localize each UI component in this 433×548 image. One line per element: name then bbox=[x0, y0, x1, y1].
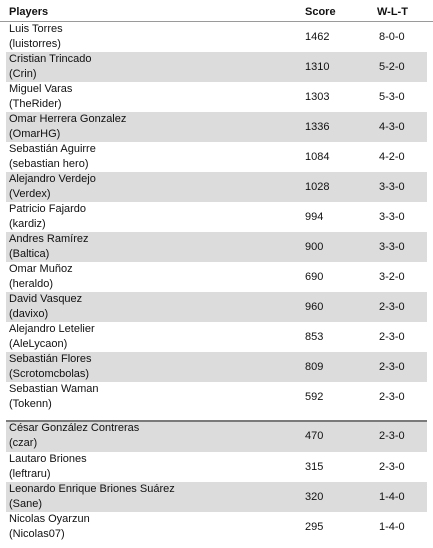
player-name: Lautaro Briones bbox=[9, 453, 87, 465]
player-cell bbox=[9, 322, 95, 352]
score-cell: 1303 bbox=[305, 91, 330, 103]
wlt-cell: 2-3-0 bbox=[379, 331, 405, 343]
table-row bbox=[6, 172, 427, 202]
player-name: Sebastián Flores bbox=[9, 353, 92, 365]
player-name: César González Contreras bbox=[9, 422, 140, 434]
table-row bbox=[6, 322, 427, 352]
score-cell: 320 bbox=[305, 491, 324, 503]
score-cell: 994 bbox=[305, 211, 324, 223]
wlt-cell: 3-3-0 bbox=[379, 211, 405, 223]
player-nickname: (czar) bbox=[9, 437, 38, 449]
score-cell: 295 bbox=[305, 521, 324, 533]
player-cell bbox=[9, 382, 98, 412]
player-nickname: (Verdex) bbox=[9, 188, 51, 200]
score-cell: 592 bbox=[305, 391, 324, 403]
score-cell: 1028 bbox=[305, 181, 330, 193]
wlt-cell: 4-2-0 bbox=[379, 151, 405, 163]
player-nickname: (davixo) bbox=[9, 308, 49, 320]
player-name: Andres Ramírez bbox=[9, 233, 89, 245]
wlt-cell: 2-3-0 bbox=[379, 461, 405, 473]
player-name: Nicolas Oyarzun bbox=[9, 513, 90, 525]
player-nickname: (AleLycaon) bbox=[9, 338, 68, 350]
player-name: Cristian Trincado bbox=[9, 53, 92, 65]
player-nickname: (sebastian hero) bbox=[9, 158, 89, 170]
wlt-cell: 2-3-0 bbox=[379, 361, 405, 373]
player-nickname: (leftraru) bbox=[9, 468, 51, 480]
player-cell bbox=[9, 82, 72, 112]
wlt-cell: 4-3-0 bbox=[379, 121, 405, 133]
player-cell bbox=[9, 112, 126, 142]
player-cell bbox=[9, 202, 86, 232]
wlt-cell: 5-2-0 bbox=[379, 61, 405, 73]
player-cell bbox=[9, 232, 88, 262]
player-name: Sebastián Aguirre bbox=[9, 143, 96, 155]
player-nickname: (TheRider) bbox=[9, 98, 62, 110]
score-cell: 470 bbox=[305, 430, 324, 442]
wlt-cell: 3-2-0 bbox=[379, 271, 405, 283]
score-cell: 1084 bbox=[305, 151, 330, 163]
wlt-cell: 2-3-0 bbox=[379, 301, 405, 313]
player-cell bbox=[9, 421, 139, 451]
player-name: Omar Herrera Gonzalez bbox=[9, 113, 127, 125]
clipped-row-remnant bbox=[9, 414, 69, 419]
player-nickname: (heraldo) bbox=[9, 278, 54, 290]
player-name: Patricio Fajardo bbox=[9, 203, 87, 215]
table-row bbox=[6, 352, 427, 382]
player-name: Alejandro Verdejo bbox=[9, 173, 96, 185]
player-nickname: (Scrotomcbolas) bbox=[9, 368, 90, 380]
table-row bbox=[6, 262, 427, 292]
player-name: Luis Torres bbox=[9, 23, 63, 35]
score-cell: 1336 bbox=[305, 121, 330, 133]
player-cell bbox=[9, 512, 90, 542]
table-row bbox=[6, 112, 427, 142]
score-cell: 1310 bbox=[305, 61, 330, 73]
player-nickname: (Tokenn) bbox=[9, 398, 52, 410]
player-name: Leonardo Enrique Briones Suárez bbox=[9, 483, 175, 495]
player-cell bbox=[9, 352, 92, 382]
wlt-cell: 3-3-0 bbox=[379, 181, 405, 193]
player-cell bbox=[9, 292, 82, 322]
player-nickname: (Crin) bbox=[9, 68, 37, 80]
score-cell: 1462 bbox=[305, 31, 330, 43]
wlt-cell: 5-3-0 bbox=[379, 91, 405, 103]
player-nickname: (Baltica) bbox=[9, 248, 50, 260]
wlt-cell: 3-3-0 bbox=[379, 241, 405, 253]
table-row bbox=[6, 22, 427, 52]
player-cell bbox=[9, 52, 92, 82]
player-nickname: (Sane) bbox=[9, 498, 43, 510]
player-name: Miguel Varas bbox=[9, 83, 73, 95]
wlt-cell: 2-3-0 bbox=[379, 391, 405, 403]
player-nickname: (Nicolas07) bbox=[9, 528, 65, 540]
player-cell bbox=[9, 172, 96, 202]
table-row bbox=[6, 512, 427, 542]
table-row bbox=[6, 202, 427, 232]
player-name: Alejandro Letelier bbox=[9, 323, 95, 335]
table-row bbox=[6, 142, 427, 172]
wlt-column-header: W-L-T bbox=[377, 6, 408, 18]
player-nickname: (kardiz) bbox=[9, 218, 46, 230]
wlt-cell: 1-4-0 bbox=[379, 521, 405, 533]
score-cell: 690 bbox=[305, 271, 324, 283]
table-row bbox=[6, 82, 427, 112]
player-name: David Vasquez bbox=[9, 293, 83, 305]
player-name: Omar Muñoz bbox=[9, 263, 73, 275]
player-cell bbox=[9, 452, 87, 482]
table-row bbox=[6, 52, 427, 82]
player-cell bbox=[9, 482, 175, 512]
player-cell bbox=[9, 262, 73, 292]
player-cell bbox=[9, 142, 96, 172]
player-cell bbox=[9, 22, 63, 52]
wlt-cell: 8-0-0 bbox=[379, 31, 405, 43]
table-row bbox=[6, 420, 427, 452]
wlt-cell: 1-4-0 bbox=[379, 491, 405, 503]
player-nickname: (luistorres) bbox=[9, 38, 61, 50]
table-row bbox=[6, 232, 427, 262]
score-cell: 315 bbox=[305, 461, 324, 473]
score-cell: 853 bbox=[305, 331, 324, 343]
table-row bbox=[6, 382, 427, 412]
player-name: Sebastian Waman bbox=[9, 383, 99, 395]
score-cell: 960 bbox=[305, 301, 324, 313]
score-cell: 809 bbox=[305, 361, 324, 373]
score-column-header: Score bbox=[305, 6, 336, 18]
players-column-header: Players bbox=[9, 6, 49, 18]
table-row bbox=[6, 452, 427, 482]
table-header bbox=[0, 0, 433, 22]
table-row bbox=[6, 292, 427, 322]
wlt-cell: 2-3-0 bbox=[379, 430, 405, 442]
score-cell: 900 bbox=[305, 241, 324, 253]
table-row bbox=[6, 482, 427, 512]
player-nickname: (OmarHG) bbox=[9, 128, 61, 140]
